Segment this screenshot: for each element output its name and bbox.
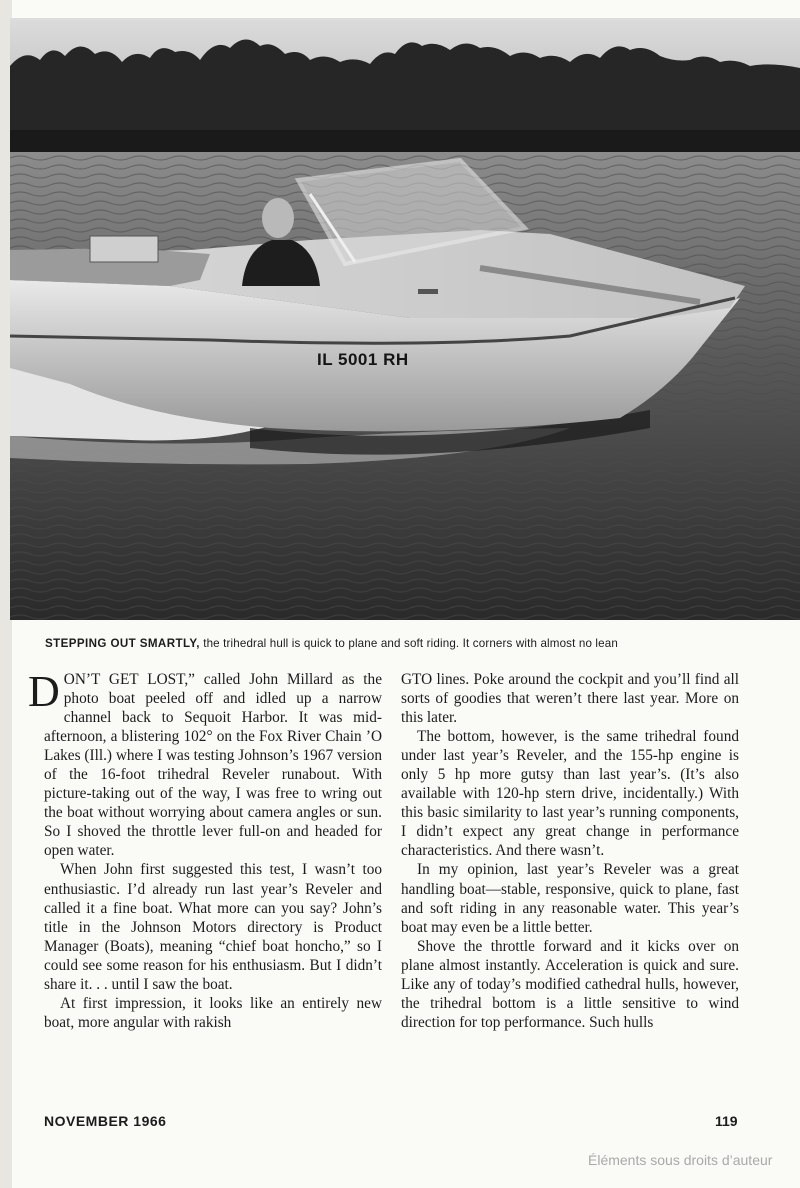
article-paragraph: Shove the throttle forward and it kicks over on plane almost instantly. Acceleration is quick and sure. Like any of today’s modified cathedral hulls, however, the trihedral bottom is a little sensitive to wind direction for top performance. Such hulls: [401, 937, 739, 1031]
article-paragraph: At first impression, it looks like an entirely new boat, more angular with rakish: [44, 994, 382, 1031]
article-paragraph: GTO lines. Poke around the cockpit and you’ll find all sorts of goodies that weren’t there last year. More on this later.: [401, 671, 739, 727]
footer-month: NOVEMBER 1966: [44, 1113, 167, 1129]
boat-photo: [10, 18, 800, 620]
hull-registration: IL 5001 RH: [317, 350, 409, 369]
article-paragraph: [28, 667, 382, 860]
article-paragraph: The bottom, however, is the same trihedral found under last year’s Reveler, and the 155-hp engine is only 5 hp more gutsy than last year’s. (It’s also available with 120-hp stern drive, incidentally.) With this basic similarity to last year’s running components, I didn’t expect any great change in performance characteristics. And there wasn’t.: [401, 728, 739, 860]
copyright-watermark: Éléments sous droits d’auteur: [588, 1152, 773, 1168]
caption-lead: STEPPING OUT SMARTLY,: [45, 637, 200, 650]
article-left-column: [28, 667, 382, 1032]
page-number: 119: [715, 1113, 738, 1129]
photo-caption: [45, 637, 790, 650]
article-paragraph: When John first suggested this test, I wasn’t too enthusiastic. I’d already run last year’s Reveler and called it a fine boat. What more can you say? John’s title in the Johnson Motors directory is Product Manager (Boats), meaning “chief boat honcho,” so I could see some reason for his enthusiasm. But I didn’t share it. . . until I saw the boat.: [44, 861, 382, 993]
paragraph-text: ON’T GET LOST,” called John Millard as the photo boat peeled off and idled up a narrow channel back to Sequoit Harbor. It was mid-afternoon, a blistering 102° on the Fox River Chain ’O Lakes (Ill.) where I was testing Johnson’s 1967 version of the 16-foot trihedral Reveler runabout. With picture-taking out of the way, I was free to wring out the boat without worrying about camera angles or sun. So I shoved the throttle lever full-on and headed for open water.: [44, 671, 382, 860]
article-paragraph: In my opinion, last year’s Reveler was a great handling boat—stable, responsive, quick to plane, fast and soft riding in any reasonable water. This year’s boat may even be a little better.: [401, 861, 739, 936]
dropcap: D: [28, 667, 60, 716]
caption-text: the trihedral hull is quick to plane and soft riding. It corners with almost no lean: [199, 637, 618, 650]
article-right-column: [401, 670, 739, 1032]
